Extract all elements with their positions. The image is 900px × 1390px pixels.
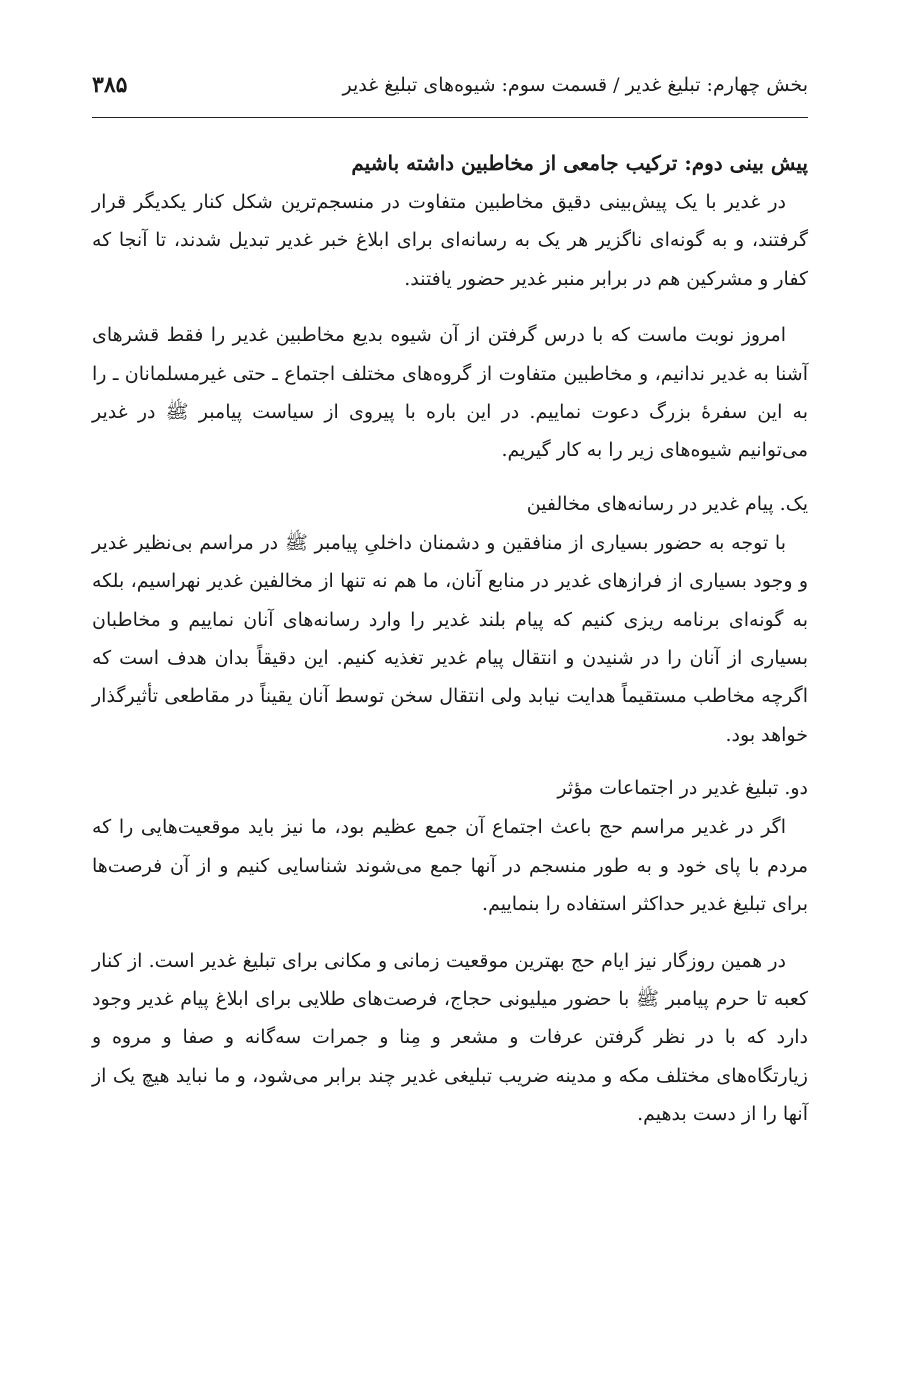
header-divider (92, 117, 808, 118)
subheading-two: دو. تبلیغ غدیر در اجتماعات مؤثر (557, 777, 808, 800)
paragraph-4: اگر در غدیر مراسم حج باعث اجتماع آن جمع عظیم بود، ما نیز باید موقعیت‌هایی را که مردم با پای خود و به طور منسجم در آنها جمع می‌شوند شناسایی کنیم و از آن فرصت‌ها برای تبلیغ غدیر حداکثر استفاده را بنماییم. (92, 816, 808, 916)
paragraph-3: با توجه به حضور بسیاری از منافقین و دشمنان داخلیِ پیامبر ﷺ در مراسم بی‌نظیر غدیر و وجود بسیاری از فرازهای غدیر در منابع آنان، ما هم نه تنها از مخالفین غدیر نهراسیم، بلکه به گونه‌ای برنامه ریزی کنیم که پیام بلند غدیر را وارد رسانه‌های آنان نماییم و مخاطبان بسیاری از آنان را در شنیدن و انتقال پیام غدیر تغذیه کنیم. این دقیقاً بدان هدف است که اگرچه مخاطب مستقیماً هدایت نیابد ولی انتقال سخن توسط آنان یقیناً در مقاطعی تأثیرگذار خواهد بود. (92, 531, 808, 746)
subheading-one: یک. پیام غدیر در رسانه‌های مخالفین (526, 492, 808, 515)
paragraph-gap (92, 470, 808, 484)
page-header (92, 72, 808, 112)
section-heading: پیش بینی دوم: ترکیب جامعی از مخاطبین داشته باشیم (351, 151, 808, 175)
paragraph-5: در همین روزگار نیز ایام حج بهترین موقعیت زمانی و مکانی برای تبلیغ غدیر است. از کنار کعبه تا حرم پیامبر ﷺ با حضور میلیونی حجاج، فرصت‌های طلایی برای ابلاغ پیام غدیر وجود دارد که با در نظر گرفتن عرفات و مشعر و مِنا و جمرات سه‌گانه و صفا و مروه و زیارتگاه‌های مختلف مکه و مدینه ضریب تبلیغی غدیر چند برابر می‌شود، و ما نباید هیچ یک از آنها را از دست بدهیم. (92, 949, 808, 1126)
page-number: ۳۸۵ (92, 72, 128, 98)
paragraph-gap (92, 754, 808, 768)
paragraph-gap (92, 298, 808, 316)
paragraph-2: امروز نوبت ماست که با درس گرفتن از آن شیوه بدیع مخاطبین غدیر را فقط قشرهای آشنا به غدیر ندانیم، و مخاطبین متفاوت از گروه‌های مختلف اجتماع ـ حتی غیرمسلمانان ـ را به این سفرهٔ بزرگ دعوت نماییم. در این باره با پیروی از سیاست پیامبر ﷺ در غدیر می‌توانیم شیوه‌های زیر را به کار گیریم. (92, 324, 808, 462)
page-body (92, 143, 808, 1134)
paragraph-gap (92, 924, 808, 942)
paragraph-1: در غدیر با یک پیش‌بینی دقیق مخاطبین متفاوت در منسجم‌ترین شکل کنار یکدیگر قرار گرفتند، و به گونه‌ای ناگزیر هر یک به رسانه‌ای برای ابلاغ خبر غدیر تبدیل شدند، تا آنجا که کفار و مشرکین هم در برابر منبر غدیر حضور یافتند. (92, 191, 808, 290)
running-title: بخش چهارم: تبلیغ غدیر / قسمت سوم: شیوه‌های تبلیغ غدیر (342, 74, 808, 96)
